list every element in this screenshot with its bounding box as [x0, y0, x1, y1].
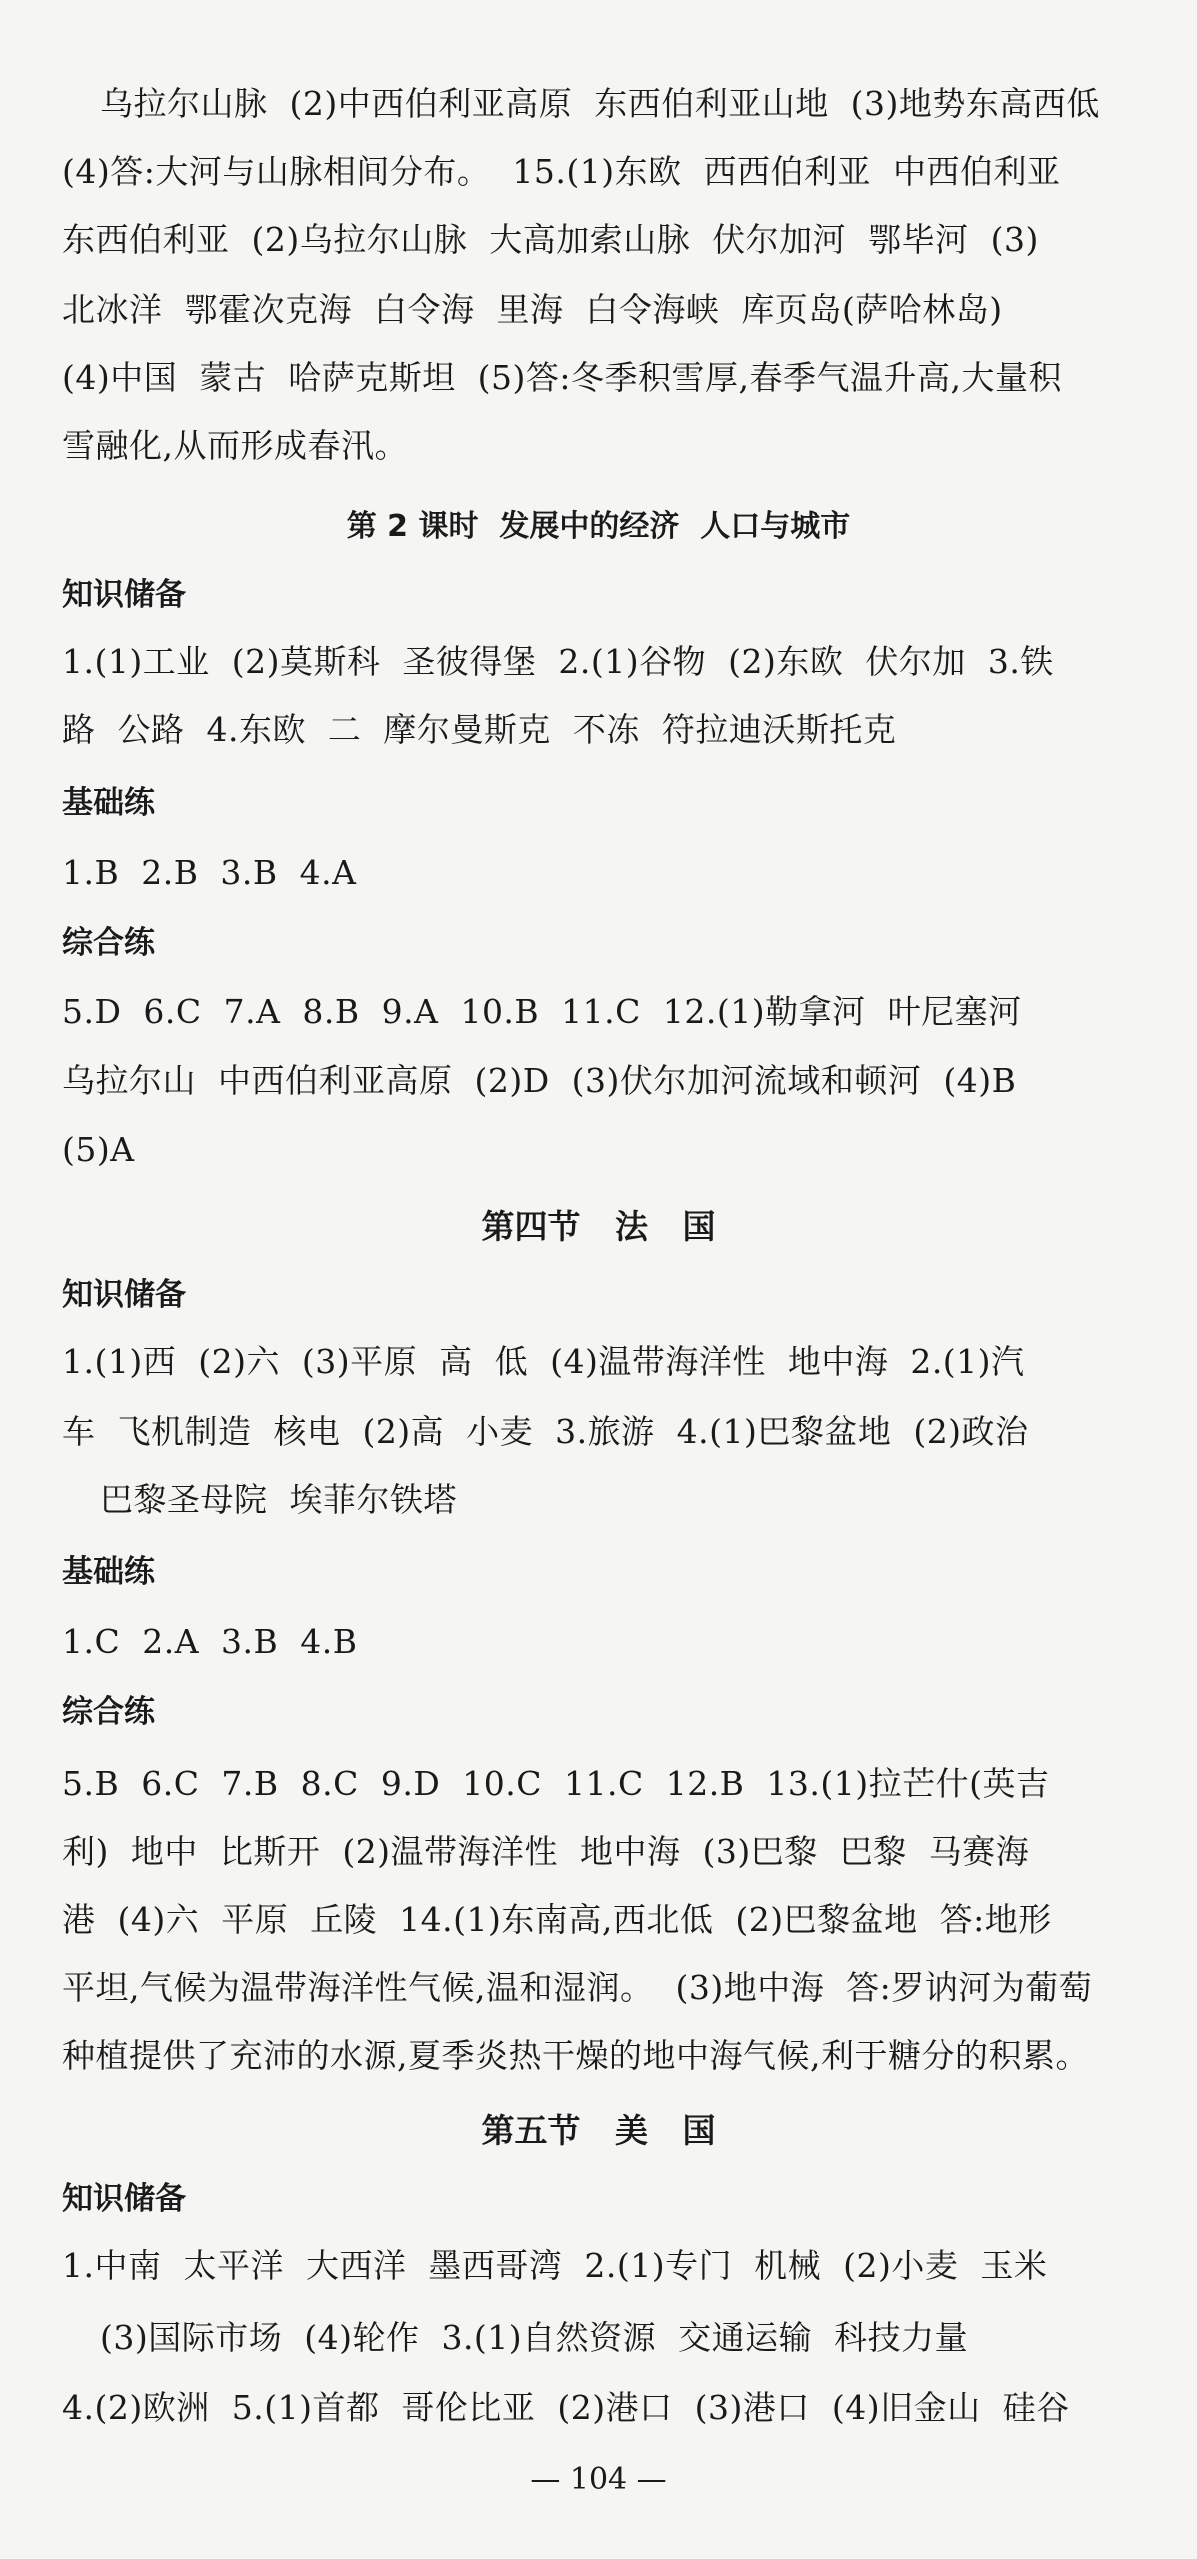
text-line: 利) 地中 比斯开 (2)温带海洋性 地中海 (3)巴黎 巴黎 马赛海: [62, 1832, 1030, 1871]
section-title: 第四节 法 国: [481, 1207, 716, 1246]
text-line: (4)中国 蒙古 哈萨克斯坦 (5)答:冬季积雪厚,春季气温升高,大量积: [62, 358, 1063, 397]
page-number: — 104 —: [530, 2462, 667, 2497]
subsection-heading: 知识储备: [62, 1277, 186, 1313]
text-line: 1.C 2.A 3.B 4.B: [62, 1622, 358, 1661]
text-line: 雪融化,从而形成春汛。: [62, 426, 408, 465]
text-line: 路 公路 4.东欧 二 摩尔曼斯克 不冻 符拉迪沃斯托克: [62, 710, 897, 749]
text-line: 1.(1)工业 (2)莫斯科 圣彼得堡 2.(1)谷物 (2)东欧 伏尔加 3.铁: [62, 642, 1054, 681]
text-line: 车 飞机制造 核电 (2)高 小麦 3.旅游 4.(1)巴黎盆地 (2)政治: [62, 1412, 1029, 1451]
text-line: 巴黎圣母院 埃菲尔铁塔: [100, 1480, 457, 1519]
text-line: (3)国际市场 (4)轮作 3.(1)自然资源 交通运输 科技力量: [100, 2318, 969, 2357]
text-line: 1.B 2.B 3.B 4.A: [62, 853, 357, 892]
text-line: 乌拉尔山 中西伯利亚高原 (2)D (3)伏尔加河流域和顿河 (4)B: [62, 1061, 1017, 1100]
subsection-heading: 基础练: [62, 785, 155, 821]
text-line: 种植提供了充沛的水源,夏季炎热干燥的地中海气候,利于糖分的积累。: [62, 2036, 1089, 2075]
section-title: 第五节 美 国: [481, 2111, 716, 2150]
text-line: 北冰洋 鄂霍次克海 白令海 里海 白令海峡 库页岛(萨哈林岛): [62, 290, 1003, 329]
text-line: 5.B 6.C 7.B 8.C 9.D 10.C 11.C 12.B 13.(1)拉芒什(英吉: [62, 1764, 1050, 1803]
subsection-heading: 知识储备: [62, 577, 186, 613]
text-line: 平坦,气候为温带海洋性气候,温和湿润。 (3)地中海 答:罗讷河为葡萄: [62, 1968, 1093, 2007]
text-line: 4.(2)欧洲 5.(1)首都 哥伦比亚 (2)港口 (3)港口 (4)旧金山 硅谷: [62, 2388, 1070, 2427]
text-line: 东西伯利亚 (2)乌拉尔山脉 大高加索山脉 伏尔加河 鄂毕河 (3): [62, 220, 1039, 259]
text-line: (4)答:大河与山脉相间分布。 15.(1)东欧 西西伯利亚 中西伯利亚: [62, 152, 1061, 191]
text-line: 1.(1)西 (2)六 (3)平原 高 低 (4)温带海洋性 地中海 2.(1)汽: [62, 1342, 1025, 1381]
text-line: 1.中南 太平洋 大西洋 墨西哥湾 2.(1)专门 机械 (2)小麦 玉米: [62, 2246, 1048, 2285]
text-line: 5.D 6.C 7.A 8.B 9.A 10.B 11.C 12.(1)勒拿河 叶尼塞河: [62, 992, 1022, 1031]
subsection-heading: 综合练: [62, 1694, 155, 1730]
text-line: 港 (4)六 平原 丘陵 14.(1)东南高,西北低 (2)巴黎盆地 答:地形: [62, 1900, 1052, 1939]
subsection-heading: 综合练: [62, 925, 155, 961]
subsection-heading: 基础练: [62, 1554, 155, 1590]
text-line: (5)A: [62, 1130, 135, 1169]
subsection-heading: 知识储备: [62, 2181, 186, 2217]
section-title: 第 2 课时 发展中的经济 人口与城市: [346, 509, 851, 544]
text-line: 乌拉尔山脉 (2)中西伯利亚高原 东西伯利亚山地 (3)地势东高西低: [100, 84, 1100, 123]
